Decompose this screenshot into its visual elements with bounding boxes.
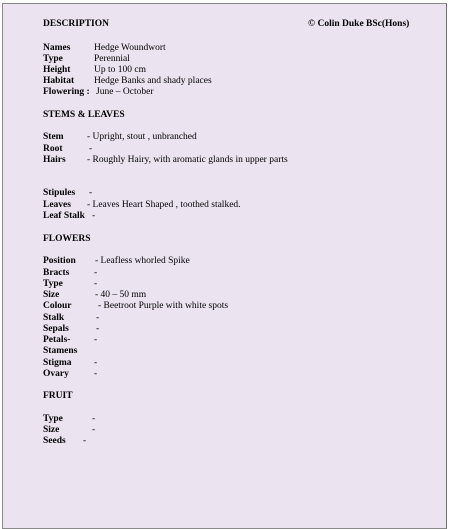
stipules-value: -	[89, 188, 93, 198]
stem-value: - Upright, stout , unbranched	[87, 132, 197, 142]
leaf-stalk-value: -	[92, 211, 96, 221]
position-value: - Leafless whorled Spike	[95, 256, 190, 266]
stigma-value: -	[94, 358, 98, 368]
fruit-type-label: Type	[43, 414, 63, 424]
root-value: -	[89, 144, 93, 154]
seeds-label: Seeds	[43, 436, 66, 446]
leaf-stalk-label: Leaf Stalk	[43, 211, 85, 221]
flower-type-label: Type	[43, 279, 63, 289]
names-label: Names	[43, 43, 71, 53]
stems-leaves-heading: STEMS & LEAVES	[43, 110, 125, 120]
bracts-value: -	[94, 268, 98, 278]
petals-value: -	[94, 335, 98, 345]
leaves-label: Leaves	[43, 200, 71, 210]
fruit-type-value: -	[92, 414, 96, 424]
sepals-value: -	[96, 324, 100, 334]
bracts-label: Bracts	[43, 268, 70, 278]
leaves-value: - Leaves Heart Shaped , toothed stalked.	[87, 200, 241, 210]
flower-type-value: -	[94, 279, 98, 289]
flowers-heading: FLOWERS	[43, 234, 91, 244]
position-label: Position	[43, 256, 76, 266]
flowering-value: June – October	[96, 87, 154, 97]
flower-size-label: Size	[43, 290, 60, 300]
fruit-heading: FRUIT	[43, 391, 73, 401]
description-page	[2, 3, 447, 529]
height-label: Height	[43, 65, 71, 75]
fruit-size-value: -	[92, 425, 96, 435]
hairs-label: Hairs	[43, 155, 66, 165]
ovary-value: -	[94, 369, 98, 379]
hairs-value: - Roughly Hairy, with aromatic glands in upper parts	[87, 155, 288, 165]
stipules-label: Stipules	[43, 188, 76, 198]
page-title: DESCRIPTION	[43, 19, 109, 29]
type-value: Perennial	[94, 54, 130, 64]
petals-label: Petals-	[43, 335, 71, 345]
ovary-label: Ovary	[43, 369, 69, 379]
stalk-label: Stalk	[43, 313, 65, 323]
sepals-label: Sepals	[43, 324, 69, 334]
fruit-size-label: Size	[43, 425, 60, 435]
height-value: Up to 100 cm	[94, 65, 146, 75]
stem-label: Stem	[43, 132, 64, 142]
copyright-notice: © Colin Duke BSc(Hons)	[308, 19, 410, 29]
stamens-label: Stamens	[43, 346, 78, 356]
seeds-value: -	[83, 436, 87, 446]
stalk-value: -	[96, 313, 100, 323]
type-label: Type	[43, 54, 63, 64]
flowering-label: Flowering :	[43, 87, 90, 97]
habitat-label: Habitat	[43, 76, 75, 86]
root-label: Root	[43, 144, 63, 154]
stigma-label: Stigma	[43, 358, 72, 368]
names-value: Hedge Woundwort	[94, 43, 166, 53]
flower-size-value: - 40 – 50 mm	[95, 290, 147, 300]
habitat-value: Hedge Banks and shady places	[94, 76, 212, 86]
colour-label: Colour	[43, 301, 72, 311]
colour-value: - Beetroot Purple with white spots	[98, 301, 229, 311]
